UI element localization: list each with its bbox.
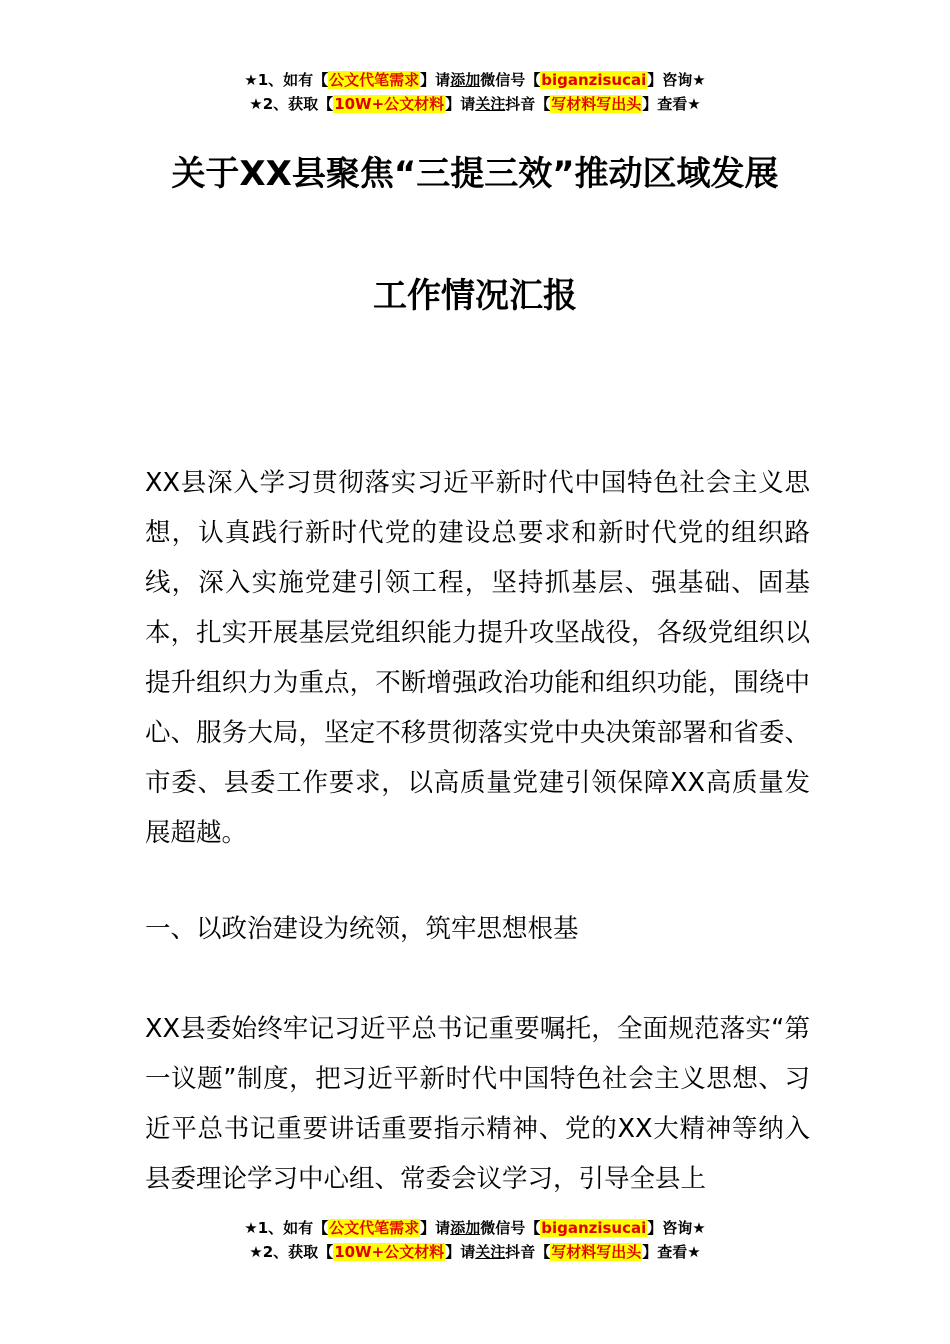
banner-text: ★2、获取【: [249, 1243, 334, 1261]
banner-text: 抖音【: [505, 1243, 551, 1261]
banner-text: 】查看★: [642, 95, 701, 113]
banner-highlight-douyin: 写材料写出头: [551, 1243, 642, 1261]
banner-text: 抖音【: [505, 95, 551, 113]
bottom-banner: [0, 1216, 950, 1264]
banner-highlight-douyin: 写材料写出头: [551, 95, 642, 113]
banner-line-2: [0, 1240, 950, 1264]
banner-underlined-text: 关注: [475, 95, 506, 113]
banner-highlight-wechat-id: biganzisucai: [541, 1219, 647, 1237]
banner-line-2: [0, 92, 950, 116]
banner-line-1: [0, 68, 950, 92]
banner-line-1: [0, 1216, 950, 1240]
section-heading-1: 一、以政治建设为统领，筑牢思想根基: [145, 914, 579, 944]
banner-text: 】咨询★: [647, 71, 706, 89]
banner-text: 微信号【: [480, 71, 541, 89]
banner-highlight-materials: 10W+公文材料: [334, 95, 445, 113]
banner-text: 】请: [445, 95, 476, 113]
document-title-line-1: 关于XX县聚焦“三提三效”推动区域发展: [171, 154, 779, 194]
banner-underlined-text: 关注: [475, 1243, 506, 1261]
banner-highlight-wechat-id: biganzisucai: [541, 71, 647, 89]
banner-text: ★1、如有【: [244, 1219, 329, 1237]
body-paragraph-2: XX县委始终牢记习近平总书记重要嘱托，全面规范落实“第一议题”制度，把习近平新时代中国特色社会主义思想、习近平总书记重要讲话重要指示精神、党的XX大精神等纳入县委理论学习中心组、常委会议学习，引导全县上: [145, 1014, 810, 1194]
top-banner: [0, 68, 950, 116]
banner-text: ★2、获取【: [249, 95, 334, 113]
banner-underlined-text: 添加: [450, 1219, 481, 1237]
banner-highlight-materials: 10W+公文材料: [334, 1243, 445, 1261]
banner-underlined-text: 添加: [450, 71, 481, 89]
banner-text: 】咨询★: [647, 1219, 706, 1237]
banner-highlight-service: 公文代笔需求: [329, 1219, 420, 1237]
body-paragraph-1: XX县深入学习贯彻落实习近平新时代中国特色社会主义思想，认真践行新时代党的建设总要求和新时代党的组织路线，深入实施党建引领工程，坚持抓基层、强基础、固基本，扎实开展基层党组织能力提升攻坚战役，各级党组织以提升组织力为重点，不断增强政治功能和组织功能，围绕中心、服务大局，坚定不移贯彻落实党中央决策部署和省委、市委、县委工作要求，以高质量党建引领保障XX高质量发展超越。: [145, 468, 810, 848]
document-title-line-2: 工作情况汇报: [373, 276, 577, 316]
banner-text: 微信号【: [480, 1219, 541, 1237]
banner-highlight-service: 公文代笔需求: [329, 71, 420, 89]
banner-text: 】请: [420, 71, 451, 89]
banner-text: ★1、如有【: [244, 71, 329, 89]
banner-text: 】请: [445, 1243, 476, 1261]
banner-text: 】查看★: [642, 1243, 701, 1261]
banner-text: 】请: [420, 1219, 451, 1237]
